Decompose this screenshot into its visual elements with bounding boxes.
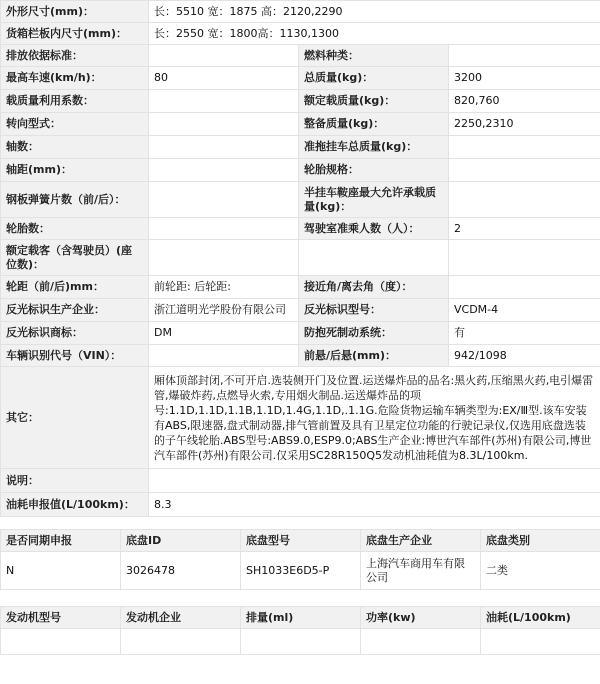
value-reflector-mark: DM bbox=[149, 322, 299, 345]
label-springs: 钢板弹簧片数（前/后）： bbox=[1, 182, 149, 218]
row-fuel-consumption bbox=[1, 493, 600, 517]
row-axles bbox=[1, 136, 600, 159]
value-max-speed: 80 bbox=[149, 67, 299, 90]
engine-header-row bbox=[1, 607, 600, 629]
label-vin: 车辆识别代号（VIN）： bbox=[1, 345, 149, 367]
engine-displacement bbox=[241, 629, 361, 655]
row-tirecount bbox=[1, 218, 600, 240]
row-emission bbox=[1, 45, 600, 67]
value-load-coef bbox=[149, 90, 299, 113]
row-reflector-mark bbox=[1, 322, 600, 345]
chassis-id: 3026478 bbox=[121, 552, 241, 590]
row-other bbox=[1, 367, 600, 469]
label-wheelbase: 轴距(mm)： bbox=[1, 159, 149, 182]
chassis-header-row bbox=[1, 530, 600, 552]
row-dims bbox=[1, 1, 600, 23]
row-rated-passengers bbox=[1, 240, 600, 276]
chassis-category: 二类 bbox=[481, 552, 600, 590]
label-overhang: 前悬/后悬(mm)： bbox=[299, 345, 449, 367]
engine-maker bbox=[121, 629, 241, 655]
label-reflector-maker: 反光标识生产企业： bbox=[1, 299, 149, 322]
label-max-speed: 最高车速(km/h)： bbox=[1, 67, 149, 90]
value-total-mass: 3200 bbox=[449, 67, 600, 90]
row-track bbox=[1, 276, 600, 299]
value-fuel-type bbox=[449, 45, 600, 67]
engine-fuel-consumption bbox=[481, 629, 600, 655]
label-trailer-mass: 准拖挂车总质量(kg)： bbox=[299, 136, 449, 159]
label-fuel-type: 燃料种类： bbox=[299, 45, 449, 67]
chassis-header-model: 底盘型号 bbox=[241, 530, 361, 552]
label-rated-passengers: 额定载客（含驾驶员）(座位数)： bbox=[1, 240, 149, 276]
label-track: 轮距（前/后)mm： bbox=[1, 276, 149, 299]
label-emission: 排放依据标准： bbox=[1, 45, 149, 67]
chassis-header-id: 底盘ID bbox=[121, 530, 241, 552]
engine-header-model: 发动机型号 bbox=[1, 607, 121, 629]
row-note bbox=[1, 469, 600, 493]
value-trailer-mass bbox=[449, 136, 600, 159]
value-overhang: 942/1098 bbox=[449, 345, 600, 367]
row-wheelbase bbox=[1, 159, 600, 182]
label-load-coef: 载质量利用系数： bbox=[1, 90, 149, 113]
value-cab-seats: 2 bbox=[449, 218, 600, 240]
row-load bbox=[1, 90, 600, 113]
label-note: 说明： bbox=[1, 469, 149, 493]
label-other: 其它： bbox=[1, 367, 149, 469]
chassis-header-same-period: 是否同期申报 bbox=[1, 530, 121, 552]
engine-header-power: 功率(kw) bbox=[361, 607, 481, 629]
engine-header-fuel-consumption: 油耗(L/100km) bbox=[481, 607, 600, 629]
label-reflector-model: 反光标识型号： bbox=[299, 299, 449, 322]
value-steering bbox=[149, 113, 299, 136]
row-reflector-maker bbox=[1, 299, 600, 322]
value-reflector-maker: 浙江道明光学股份有限公司 bbox=[149, 299, 299, 322]
row-speed bbox=[1, 67, 600, 90]
engine-data-row bbox=[1, 629, 600, 655]
row-vin bbox=[1, 345, 600, 367]
label-steering: 转向型式： bbox=[1, 113, 149, 136]
label-fuel-consumption: 油耗申报值(L/100km)： bbox=[1, 493, 149, 517]
engine-power bbox=[361, 629, 481, 655]
engine-table bbox=[0, 606, 600, 655]
label-cargo-box: 货箱栏板内尺寸(mm)： bbox=[1, 23, 149, 45]
label-abs: 防抱死制动系统： bbox=[299, 322, 449, 345]
label-total-mass: 总质量(kg)： bbox=[299, 67, 449, 90]
value-track: 前轮距: 后轮距: bbox=[149, 276, 299, 299]
label-axles: 轴数： bbox=[1, 136, 149, 159]
value-other: 厢体顶部封闭,不可开启.选装侧开门及位置.运送爆炸品的品名:黑火药,压缩黑火药,电引爆雷管,爆破炸药,点燃导火索,专用烟火制品.运送爆炸品的项号:1.1D,1.1D,1.1B,1.1D,1.4G,1.1D,.1.1G.危险货物运输车辆类型为:EX/Ⅲ型.该车安装有ABS,限速器,盘式制动器,排气管前置及具有卫星定位功能的行驶记录仪,仅选用底盘选装的子午线轮胎.ABS型号:ABS9.0,ESP9.0;ABS生产企业:博世汽车部件(苏州)有限公司,博世汽车部件(苏州)有限公司.仅采用SC28R150Q5发动机油耗值为8.3L/100km. bbox=[149, 367, 600, 469]
engine-model bbox=[1, 629, 121, 655]
chassis-same-period: N bbox=[1, 552, 121, 590]
value-tire-count bbox=[149, 218, 299, 240]
chassis-header-category: 底盘类别 bbox=[481, 530, 600, 552]
row-springs bbox=[1, 182, 600, 218]
value-springs bbox=[149, 182, 299, 218]
chassis-table bbox=[0, 529, 600, 590]
chassis-model: SH1033E6D5-P bbox=[241, 552, 361, 590]
value-saddle-load bbox=[449, 182, 600, 218]
chassis-data-row bbox=[1, 552, 600, 590]
label-saddle-load: 半挂车鞍座最大允许承载质量(kg)： bbox=[299, 182, 449, 218]
engine-header-maker: 发动机企业 bbox=[121, 607, 241, 629]
value-tire-spec bbox=[449, 159, 600, 182]
label-cab-seats: 驾驶室准乘人数（人）： bbox=[299, 218, 449, 240]
label-tire-spec: 轮胎规格： bbox=[299, 159, 449, 182]
value-reflector-model: VCDM-4 bbox=[449, 299, 600, 322]
value-note bbox=[149, 469, 600, 493]
value-axles bbox=[149, 136, 299, 159]
value-wheelbase bbox=[149, 159, 299, 182]
label-rated-load: 额定载质量(kg)： bbox=[299, 90, 449, 113]
value-emission bbox=[149, 45, 299, 67]
value-rated-load: 820,760 bbox=[449, 90, 600, 113]
label-curb-mass: 整备质量(kg)： bbox=[299, 113, 449, 136]
row-cargo bbox=[1, 23, 600, 45]
label-reflector-mark: 反光标识商标： bbox=[1, 322, 149, 345]
row-steering bbox=[1, 113, 600, 136]
chassis-maker: 上海汽车商用车有限公司 bbox=[361, 552, 481, 590]
value-abs: 有 bbox=[449, 322, 600, 345]
value-dims: 长：5510 宽：1875 高：2120,2290 bbox=[149, 1, 600, 23]
label-tire-count: 轮胎数： bbox=[1, 218, 149, 240]
value-approach-angle bbox=[449, 276, 600, 299]
chassis-header-maker: 底盘生产企业 bbox=[361, 530, 481, 552]
value-curb-mass: 2250,2310 bbox=[449, 113, 600, 136]
label-dims: 外形尺寸(mm)： bbox=[1, 1, 149, 23]
value-cargo-box: 长：2550 宽：1800高：1130,1300 bbox=[149, 23, 600, 45]
label-approach-angle: 接近角/离去角（度）： bbox=[299, 276, 449, 299]
value-vin bbox=[149, 345, 299, 367]
engine-header-displacement: 排量(ml) bbox=[241, 607, 361, 629]
value-fuel-consumption: 8.3 bbox=[149, 493, 600, 517]
